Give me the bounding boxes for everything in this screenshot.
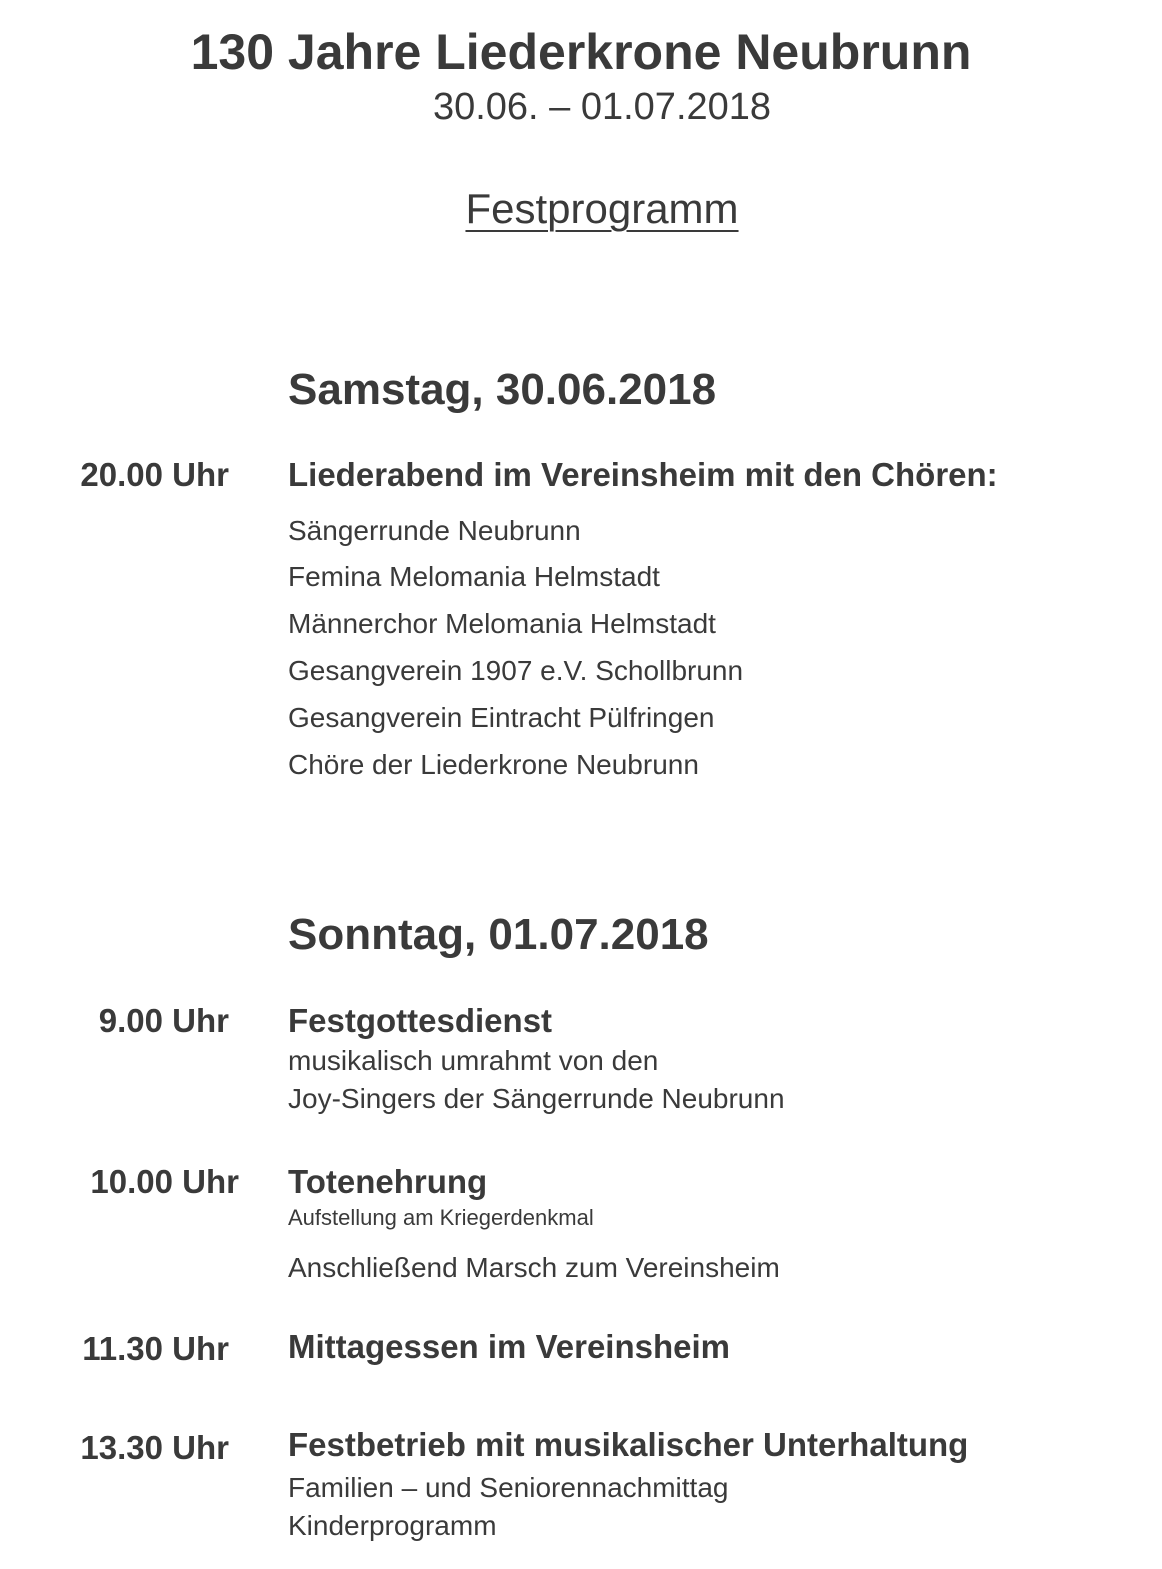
event-detail: Aufstellung am Kriegerdenkmal <box>288 1205 594 1230</box>
choir-list-item: Gesangverein Eintracht Pülfringen <box>288 702 715 733</box>
choir-list-item: Chöre der Liederkrone Neubrunn <box>288 749 699 780</box>
event-time: 9.00 Uhr <box>98 1002 229 1039</box>
choir-list-item: Gesangverein 1907 e.V. Schollbrunn <box>288 655 744 686</box>
sunday-heading: Sonntag, 01.07.2018 <box>288 910 709 959</box>
event-time: 11.30 Uhr <box>82 1330 229 1367</box>
choir-list-item: Männerchor Melomania Helmstadt <box>288 608 716 639</box>
event-time: 10.00 Uhr <box>90 1163 239 1200</box>
saturday-heading: Samstag, 30.06.2018 <box>288 365 717 414</box>
program-heading <box>0 184 1162 234</box>
event-detail: Anschließend Marsch zum Vereinsheim <box>288 1252 780 1283</box>
document-title: 130 Jahre Liederkrone Neubrunn <box>190 24 972 80</box>
event-detail: musikalisch umrahmt von den <box>288 1045 659 1076</box>
saturday-event-time: 20.00 Uhr <box>80 456 229 493</box>
program-heading-text: Festprogramm <box>465 185 739 232</box>
event-time: 13.30 Uhr <box>80 1429 229 1466</box>
event-dates: 30.06. – 01.07.2018 <box>432 86 772 128</box>
event-title: Festgottesdienst <box>288 1002 553 1039</box>
choir-list-item: Femina Melomania Helmstadt <box>288 561 660 592</box>
event-title: Totenehrung <box>288 1163 488 1200</box>
event-title: Festbetrieb mit musikalischer Unterhaltung <box>288 1426 969 1463</box>
event-detail: Familien – und Seniorennachmittag <box>288 1472 729 1503</box>
event-title: Mittagessen im Vereinsheim <box>288 1328 731 1365</box>
saturday-event-title: Liederabend im Vereinsheim mit den Chören: <box>288 456 998 493</box>
event-detail: Joy-Singers der Sängerrunde Neubrunn <box>288 1083 785 1114</box>
event-detail: Kinderprogramm <box>288 1510 497 1541</box>
choir-list-item: Sängerrunde Neubrunn <box>288 515 581 546</box>
